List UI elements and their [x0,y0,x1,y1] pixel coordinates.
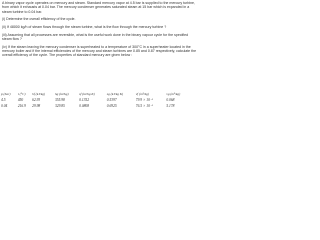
header-sg: sg (kJ/kg K) [106,92,124,96]
question-iii: (iii) Assuming that all processes are reversible, what is the useful work done in the binary vapour cycle for the specified steam flow ? [2,32,189,41]
cell-pressure: 4.5 [1,98,6,102]
mercury-properties-table [1,91,191,109]
header-hg: hg (kJ/kg) [54,92,69,96]
question-iv: (iv) If the steam leaving the mercury condenser is superheated to a temperature of 300°C in a superheater located in the mercury boiler and if the internal efficiencies of the mercury and steam turbines are 0.85 and 0.87 respectively, calculate the overall efficiency of the cycle. The properties of standard mercury are given below : [2,44,197,58]
table-row [1,103,191,109]
cell-temperature: 450 [17,98,24,102]
cell-vf: 76.5 × 10⁻⁶ [135,104,154,108]
cell-vf: 79.9 × 10⁻⁶ [135,98,154,102]
cell-pressure: 0.04 [1,104,8,108]
problem-document [0,0,200,113]
cell-sf: 0.1352 [79,98,90,102]
cell-hg: 355.98 [54,98,65,102]
header-sf: sf (kJ/kg K) [79,92,95,96]
cell-hf: 62.93 [32,98,41,102]
header-temperature: t (°C) [17,92,26,96]
cell-sg: 0.5397 [106,98,117,102]
cell-sg: 0.6925 [106,104,117,108]
header-vf: vf (m³/kg) [135,92,149,96]
header-hf: hf (kJ/kg) [32,92,46,96]
cell-sf: 0.0808 [79,104,90,108]
header-pressure: p (bar) [1,92,11,96]
question-i: (i) Determine the overall efficiency of the cycle. [2,17,76,22]
cell-hg: 329.85 [54,104,65,108]
header-vg: vg (m³/kg) [166,92,181,96]
cell-hf: 29.98 [32,104,41,108]
cell-vg: 0.068 [166,98,175,102]
question-ii: (ii) If 48000 kg/h of steam flows through the steam turbine, what is the flow through the mercury turbine ? [2,24,167,29]
cell-temperature: 216.9 [17,104,26,108]
cell-vg: 5.178 [166,104,175,108]
problem-statement: A binary vapor cycle operates on mercury and steam. Standard mercury vapor at 4.5 bar is supplied to the mercury turbine, from which it exhausts at 0.04 bar. The mercury condenser generates saturated steam at 15 bar which is expanded in a steam turbine to 0.04 bar. [2,1,196,14]
